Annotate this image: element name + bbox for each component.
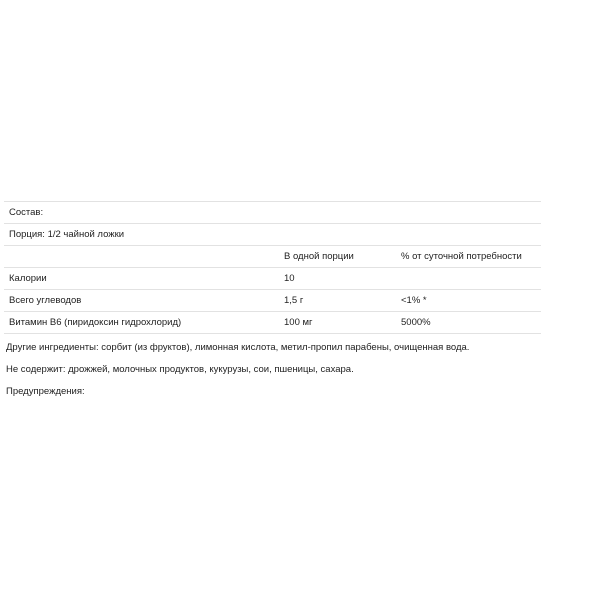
composition-table xyxy=(4,201,541,334)
nutrient-daily-value: 5000% xyxy=(401,317,431,328)
free-from-list: Не содержит: дрожжей, молочных продуктов, кукурузы, сои, пшеницы, сахара. xyxy=(6,364,354,375)
serving-size: Порция: 1/2 чайной ложки xyxy=(9,229,125,240)
table-header-row xyxy=(4,246,541,268)
nutrient-amount: 1,5 г xyxy=(284,295,304,306)
nutrient-amount: 10 xyxy=(284,273,295,284)
table-row xyxy=(4,290,541,312)
nutrient-daily-value: <1% * xyxy=(401,295,427,306)
nutrient-amount: 100 мг xyxy=(284,317,313,328)
warnings-heading: Предупреждения: xyxy=(6,386,85,397)
header-per-serving: В одной порции xyxy=(284,251,354,262)
composition-title: Состав: xyxy=(9,207,44,218)
notes-section xyxy=(6,341,586,407)
header-daily-value: % от суточной потребности xyxy=(401,251,522,262)
nutrient-name: Калории xyxy=(9,273,47,284)
serving-size-row xyxy=(4,224,541,246)
other-ingredients: Другие ингредиенты: сорбит (из фруктов), лимонная кислота, метил-пропил парабены, очищенная вода. xyxy=(6,342,470,353)
composition-title-row xyxy=(4,202,541,224)
nutrient-name: Витамин B6 (пиридоксин гидрохлорид) xyxy=(9,317,182,328)
table-row xyxy=(4,268,541,290)
table-row xyxy=(4,312,541,334)
nutrient-name: Всего углеводов xyxy=(9,295,82,306)
